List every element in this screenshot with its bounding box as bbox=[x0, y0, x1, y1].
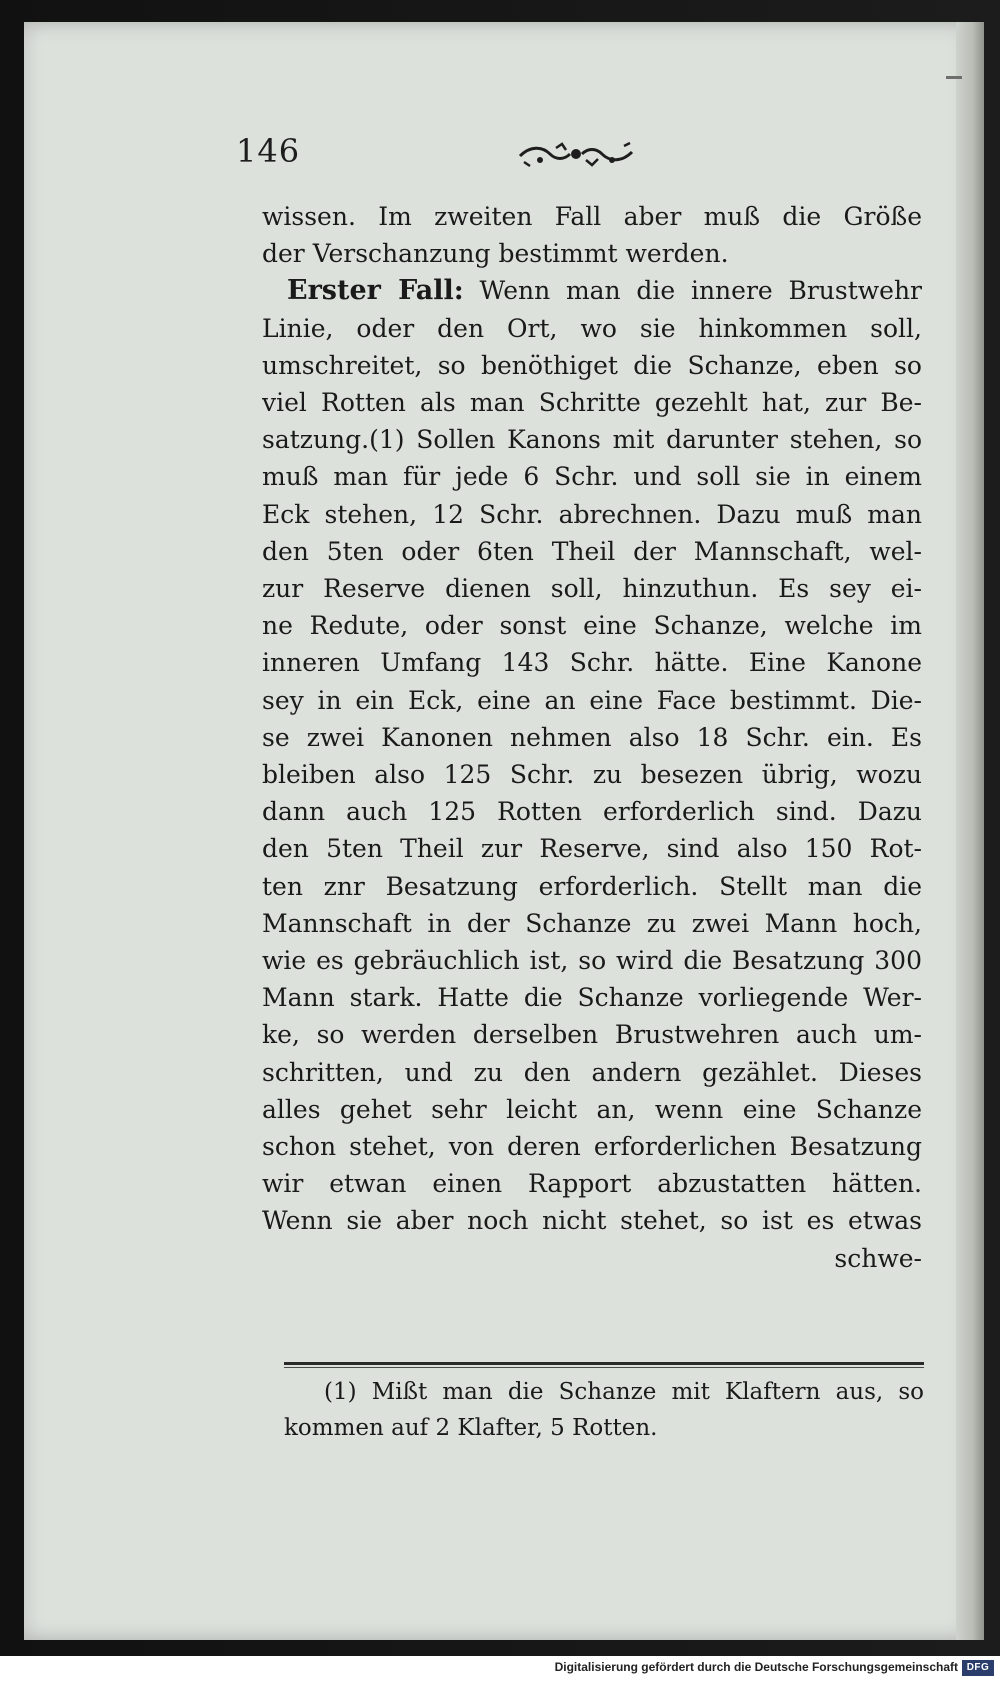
digitization-footer bbox=[0, 1656, 1000, 1681]
text-line: Wenn sie aber noch nicht stehet, so ist es etwas bbox=[262, 1206, 922, 1236]
text-line bbox=[262, 272, 922, 309]
text-line: Linie, oder den Ort, wo sie hinkommen soll, bbox=[262, 313, 922, 343]
text-line: den 5ten Theil zur Reserve, sind also 150 Rot- bbox=[262, 834, 922, 864]
text-line: satzung.(1) Sollen Kanons mit darunter stehen, so bbox=[262, 425, 922, 455]
funding-credit: Digitalisierung gefördert durch die Deutsche Forschungsgemeinschaft bbox=[554, 1660, 958, 1674]
text-line: schon stehet, von deren erforderlichen Besatzung bbox=[262, 1132, 922, 1162]
main-text bbox=[262, 198, 922, 1277]
text-line: inneren Umfang 143 Schr. hätte. Eine Kanone bbox=[262, 648, 922, 678]
text-line: ne Redute, oder sonst eine Schanze, welche im bbox=[262, 611, 922, 641]
text-line: der Verschanzung bestimmt werden. bbox=[262, 239, 729, 269]
footnote-line: (1) Mißt man die Schanze mit Klaftern aus, so bbox=[324, 1379, 924, 1405]
footnote bbox=[284, 1374, 924, 1446]
text-line: zur Reserve dienen soll, hinzuthun. Es sey ei- bbox=[262, 574, 922, 604]
rule-thin bbox=[284, 1367, 924, 1368]
catchword: schwe- bbox=[834, 1243, 922, 1273]
text-line-rest: Wenn man die innere Brustwehr bbox=[479, 276, 922, 306]
page-edge-shadow bbox=[956, 22, 984, 1640]
text-line: ke, so werden derselben Brustwehren auch um- bbox=[262, 1020, 922, 1050]
text-line: wir etwan einen Rapport abzustatten hätten. bbox=[262, 1169, 922, 1199]
text-line: umschreitet, so benöthiget die Schanze, eben so bbox=[262, 350, 922, 380]
text-line: schritten, und zu den andern gezählet. Dieses bbox=[262, 1057, 922, 1087]
rule-thick bbox=[284, 1362, 924, 1365]
page-number: 146 bbox=[236, 132, 301, 170]
footnote-rule bbox=[284, 1362, 924, 1370]
text-line: bleiben also 125 Schr. zu besezen übrig, wozu bbox=[262, 760, 922, 790]
text-line: dann auch 125 Rotten erforderlich sind. Dazu bbox=[262, 797, 922, 827]
text-line: Eck stehen, 12 Schr. abrechnen. Dazu muß man bbox=[262, 499, 922, 529]
text-line: ten znr Besatzung erforderlich. Stellt man die bbox=[262, 871, 922, 901]
section-label: Erster Fall: bbox=[287, 275, 464, 307]
dfg-logo-icon: DFG bbox=[962, 1660, 994, 1676]
text-line: wie es gebräuchlich ist, so wird die Besatzung 300 bbox=[262, 946, 922, 976]
text-line: alles gehet sehr leicht an, wenn eine Schanze bbox=[262, 1094, 922, 1124]
text-line: se zwei Kanonen nehmen also 18 Schr. ein. Es bbox=[262, 722, 922, 752]
margin-mark bbox=[946, 76, 962, 79]
text-line: den 5ten oder 6ten Theil der Mannschaft, wel- bbox=[262, 536, 922, 566]
text-line: muß man für jede 6 Schr. und soll sie in einem bbox=[262, 462, 922, 492]
text-line: wissen. Im zweiten Fall aber muß die Größe bbox=[262, 202, 922, 231]
text-line: sey in ein Eck, eine an eine Face bestimmt. Die- bbox=[262, 685, 922, 715]
footnote-line: kommen auf 2 Klafter, 5 Rotten. bbox=[284, 1415, 658, 1441]
text-line: Mannschaft in der Schanze zu zwei Mann hoch, bbox=[262, 908, 922, 938]
text-line: viel Rotten als man Schritte gezehlt hat, zur Be- bbox=[262, 388, 922, 418]
floral-vignette-icon bbox=[516, 138, 636, 170]
page-header bbox=[226, 124, 746, 184]
text-line: Mann stark. Hatte die Schanze vorliegende Wer- bbox=[262, 983, 922, 1013]
